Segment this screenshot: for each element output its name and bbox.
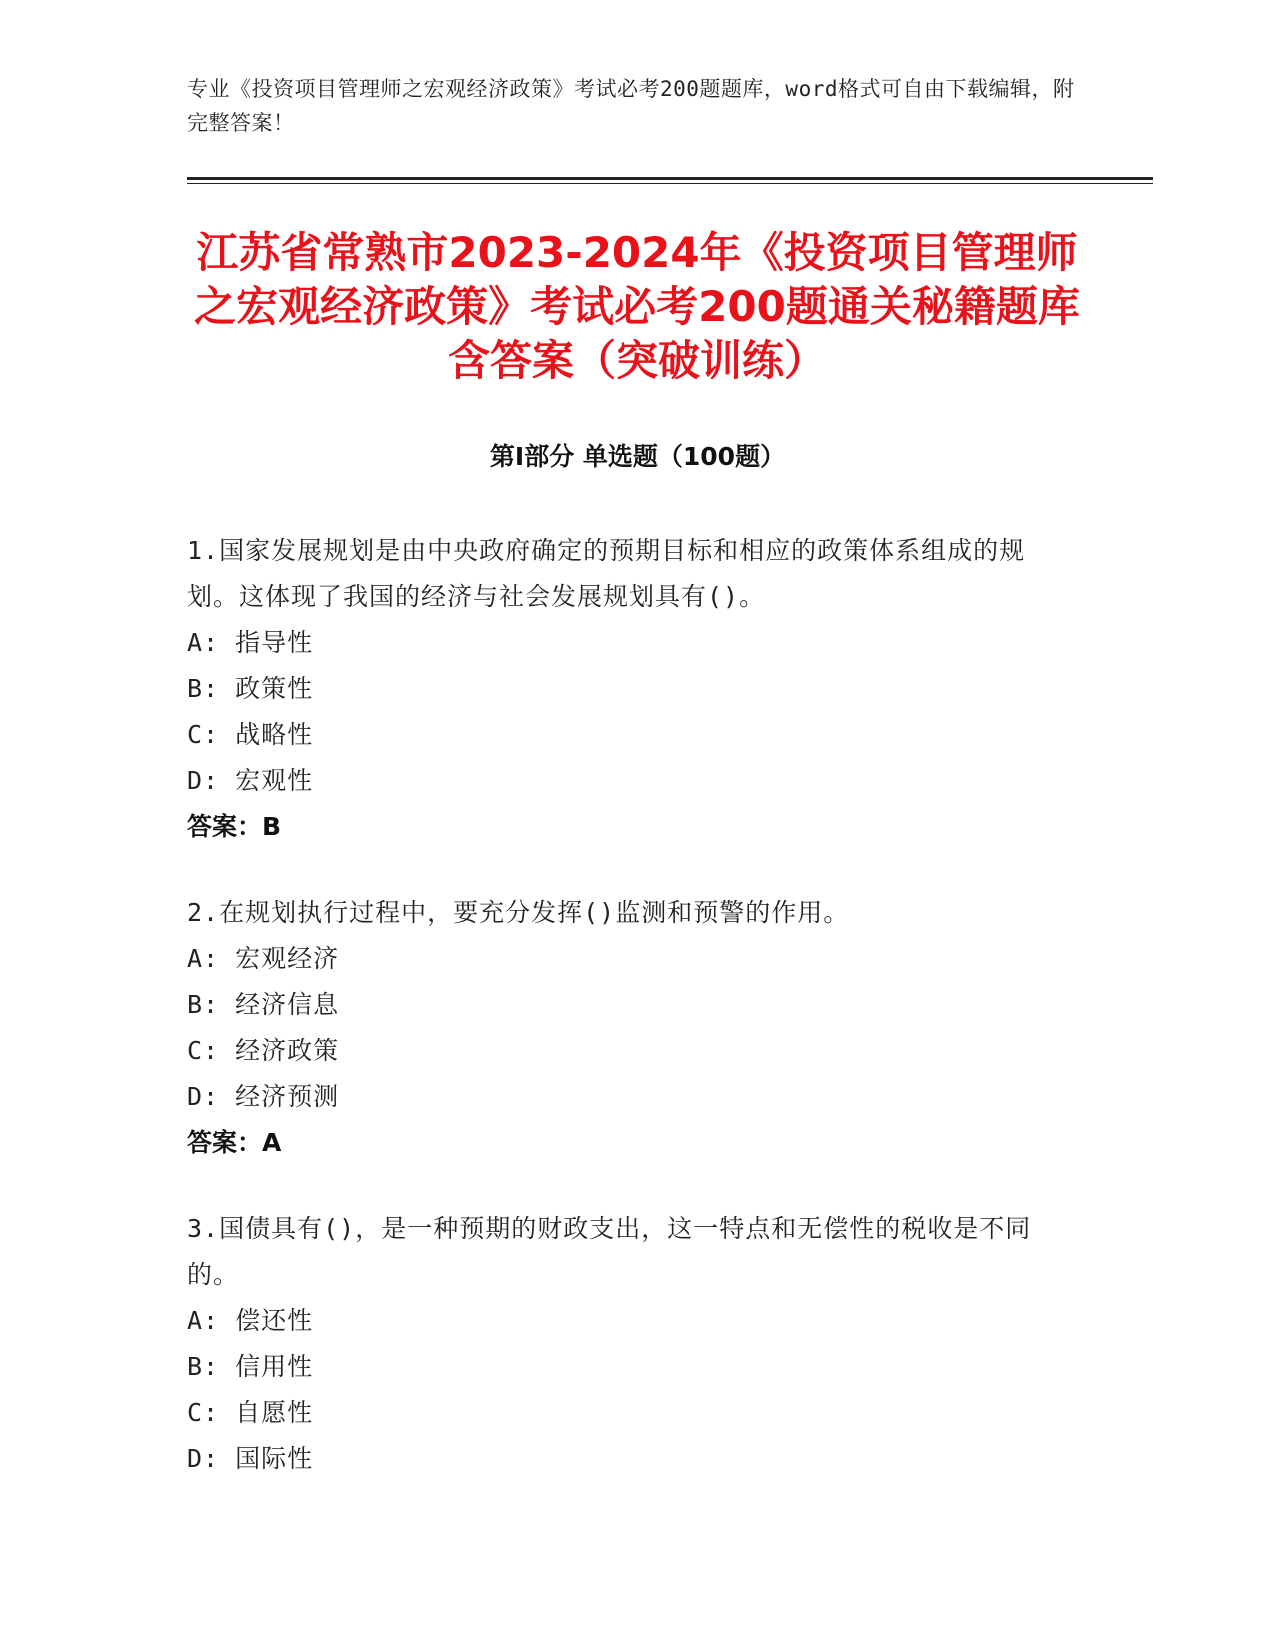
option-b: B: 政策性 (187, 674, 314, 703)
section-heading: 第Ⅰ部分 单选题（100题） (489, 442, 786, 471)
option-b: B: 经济信息 (187, 990, 340, 1019)
question-stem: 1.国家发展规划是由中央政府确定的预期目标和相应的政策体系组成的规划。这体现了我国的经济与社会发展规划具有()。 (187, 536, 1026, 611)
question-stem: 2.在规划执行过程中，要充分发挥()监测和预警的作用。 (187, 898, 850, 927)
document-title: 江苏省常熟市2023-2024年《投资项目管理师之宏观经济政策》考试必考200题通关秘籍题库含答案（突破训练） (194, 228, 1080, 385)
option-c: C: 自愿性 (187, 1398, 314, 1427)
answer-line: 答案：A (187, 1128, 282, 1157)
option-d: D: 宏观性 (187, 766, 314, 795)
option-c: C: 战略性 (187, 720, 314, 749)
option-d: D: 经济预测 (187, 1082, 340, 1111)
question-item (187, 890, 1067, 1166)
option-c: C: 经济政策 (187, 1036, 340, 1065)
option-a: A: 宏观经济 (187, 944, 340, 973)
question-item (187, 1206, 1067, 1482)
option-d: D: 国际性 (187, 1444, 314, 1473)
question-item (187, 528, 1067, 850)
header-note: 专业《投资项目管理师之宏观经济政策》考试必考200题题库，word格式可自由下载编辑，附完整答案！ (187, 77, 1075, 135)
option-a: A: 指导性 (187, 628, 314, 657)
header-divider-thick (187, 177, 1153, 180)
header-divider-thin (187, 183, 1153, 184)
answer-line: 答案：B (187, 812, 282, 841)
option-b: B: 信用性 (187, 1352, 314, 1381)
question-list (187, 528, 1067, 1522)
question-stem: 3.国债具有()，是一种预期的财政支出，这一特点和无偿性的税收是不同的。 (187, 1214, 1032, 1289)
option-a: A: 偿还性 (187, 1306, 314, 1335)
